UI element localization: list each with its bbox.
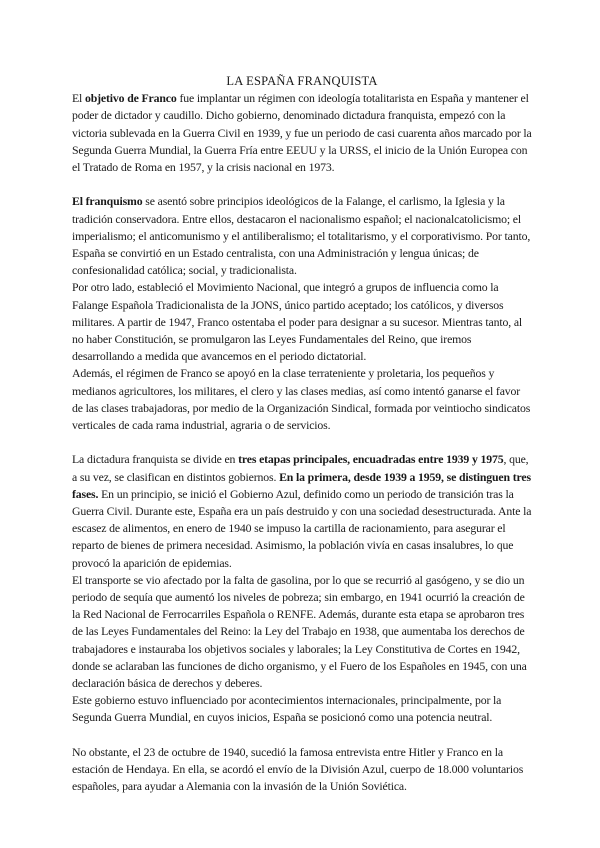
text-run: se asentó sobre principios ideológicos de la Falange, el carlismo, la Iglesia y la tradición conservadora. Entre ellos, destacaron el nacionalismo español; el nacionalcatolicismo; el imperialismo; el anticomunismo y el antiliberalismo; el totalitarismo, y el corporativismo. Por tanto, España se convirtió en un Estado centralista, con una Administración y lengua únicas; de confesionalidad católica; social, y tradicionalista. [72,194,531,278]
paragraph-transporte: El transporte se vio afectado por la falta de gasolina, por lo que se recurrió al gasógeno, y se dio un periodo de sequía que aumentó los niveles de pobreza; sin embargo, en 1941 ocurrió la creación de la Red Nacional de Ferrocarriles Española o RENFE. Además, durante esta etapa se aprobaron tres de las Leyes Fundamentales del Reino: la Ley del Trabajo en 1938, que aumentaba los derechos de trabajadores e instauraba los objetivos sociales y laborales; la Ley Constitutiva de Cortes en 1942, donde se aclaraban las funciones de dicho organismo, y el Fuero de los Españoles en 1945, con una declaración básica de derechos y deberes. [72,572,527,691]
text-run: fue implantar un régimen con ideología totalitarista en España y mantener el poder de dictador y caudillo. Dicho gobierno, denominado dictadura franquista, empezó con la victoria sublevada en la Guerra Civil en 1939, y fue un periodo de casi cuarenta años marcado por la Segunda Guerra Mundial, la Guerra Fría entre EEUU y la URSS, el inicio de la Unión Europea con el Tratado de Roma en 1957, y la crisis nacional en 1973. [72,91,532,175]
paragraph-influencia: Este gobierno estuvo influenciado por acontecimientos internacionales, principalmente, por la Segunda Guerra Mundial, en cuyos inicios, España se posicionó como una potencia neutral. [72,693,502,725]
text-run: La dictadura franquista se divide en [72,452,239,467]
bold-term: objetivo de Franco [84,91,177,106]
paragraph-gap [72,727,532,744]
bold-term: El franquismo [72,194,143,209]
paragraph-gap [72,176,532,193]
paragraph-objective [72,90,532,176]
text-run: El [72,91,85,106]
paragraph-movimiento: Por otro lado, estableció el Movimiento Nacional, que integró a grupos de influencia como la Falange Española Tradicionalista de la JONS, único partido aceptado; los católicos, y diversos militares. A partir de 1947, Franco ostentaba el poder para designar a su sucesor. Mientras tanto, al no haber Constitución, se promulgaron las Leyes Fundamentales del Reino, que iremos desarrollando a medida que avancemos en el periodo dictatorial. [72,280,523,364]
page-title: LA ESPAÑA FRANQUISTA [226,74,378,88]
paragraph-apoyos: Además, el régimen de Franco se apoyó en la clase terrateniente y proletaria, los pequeños y medianos agricultores, los militares, el clero y las clases medias, así como intentó ganarse el favor de las clases trabajadoras, por medio de la Organización Sindical, formada por veintiocho sindicatos verticales de cada rama industrial, agraria o de servicios. [72,366,531,433]
text-run: En un principio, se inició el Gobierno Azul, definido como un periodo de transición tras la Guerra Civil. Durante este, España era un país destruido y con una sociedad desestructurada. Ante la escasez de alimentos, en enero de 1940 se impuso la cartilla de racionamiento, para asegurar el reparto de bienes de primera necesidad. Asimismo, la población vivía en casas insalubres, lo que provocó la aparición de epidemias. [72,486,532,570]
paragraph-hendaya: No obstante, el 23 de octubre de 1940, sucedió la famosa entrevista entre Hitler y Franco en la estación de Hendaya. En ella, se acordó el envío de la División Azul, cuerpo de 18.000 voluntarios españoles, para ayudar a Alemania con la invasión de la Unión Soviética. [72,744,524,794]
paragraph-etapas [72,451,532,571]
text-run: , que, a su vez, se clasifican en distintos gobiernos. [72,452,529,484]
paragraph-franquismo [72,193,532,279]
bold-term: tres etapas principales, encuadradas entre 1939 y 1975 [238,452,504,467]
paragraph-gap [72,434,532,451]
bold-term: En la primera, desde 1939 a 1959, se distinguen tres fases. [72,469,531,501]
document-page [72,73,532,795]
